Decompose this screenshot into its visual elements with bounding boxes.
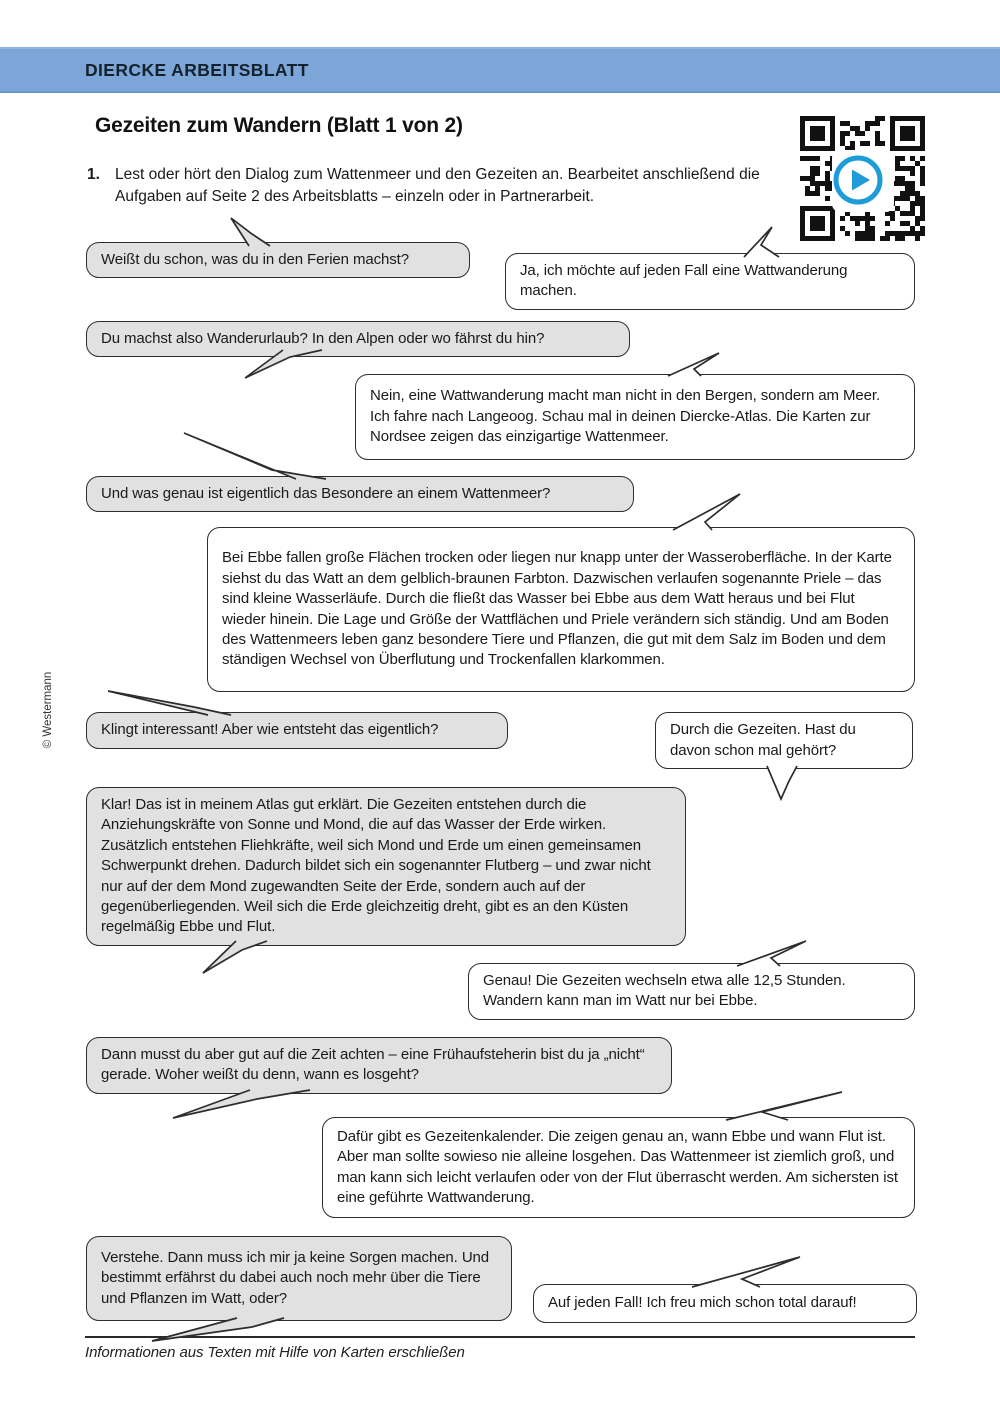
footer-rule [85,1336,915,1338]
speech-bubble: Klingt interessant! Aber wie entsteht das eigentlich? [86,712,508,749]
header-bar-label: DIERCKE ARBEITSBLATT [85,59,309,80]
speech-bubble: Auf jeden Fall! Ich freu mich schon total darauf! [533,1284,917,1323]
speech-bubble: Weißt du schon, was du in den Ferien machst? [86,242,470,278]
footer-competency: Informationen aus Texten mit Hilfe von Karten erschließen [85,1344,465,1361]
page-title: Gezeiten zum Wandern (Blatt 1 von 2) [95,114,463,137]
qr-code [800,112,925,245]
task-number: 1. [87,166,100,183]
speech-bubble: Verstehe. Dann muss ich mir ja keine Sorgen machen. Und bestimmt erfährst du dabei auch noch mehr über die Tiere und Pflanzen im Watt, oder? [86,1236,512,1321]
speech-bubble: Ja, ich möchte auf jeden Fall eine Wattwanderung machen. [505,253,915,310]
speech-bubble: Und was genau ist eigentlich das Besondere an einem Wattenmeer? [86,476,634,512]
speech-bubble: Dafür gibt es Gezeitenkalender. Die zeigen genau an, wann Ebbe und wann Flut ist. Aber man sollte sowieso nie alleine losgehen. Das Wattenmeer ist ziemlich groß, und man kann sich leicht verlaufen oder von der Flut überrascht werden. Am sichersten ist eine geführte Wattwanderung. [322,1117,915,1218]
speech-bubble: Bei Ebbe fallen große Flächen trocken oder liegen nur knapp unter der Wasseroberfläche. In der Karte siehst du das Watt an dem gelblich-braunen Farbton. Dazwischen verlaufen sogenannte Priele – das sind kleine Wasserläufe. Durch die fließt das Wasser bei Ebbe aus dem Watt heraus und bei Flut wieder hinein. Die Lage und Größe der Wattflächen und Priele verändern sich ständig. Und am Boden des Wattenmeers leben ganz besondere Tiere und Pflanzen, die gut mit dem Salz im Boden und dem ständigen Wechsel von Überflutung und Trockenfallen klarkommen. [207,527,915,692]
speech-bubble: Klar! Das ist in meinem Atlas gut erklärt. Die Gezeiten entstehen durch die Anziehungskräfte von Sonne und Mond, die auf das Wasser der Erde wirken. Zusätzlich entstehen Fliehkräfte, weil sich Mond und Erde um einen gemeinsamen Schwerpunkt drehen. Dadurch bildet sich ein sogenannter Flutberg – und zwar nicht nur auf der dem Mond zugewandten Seite der Erde, sondern auch auf der gegenüberliegenden. Weil sich die Erde gleichzeitig dreht, gibt es an den Küsten regelmäßig Ebbe und Flut. [86,787,686,946]
play-button [832,150,894,212]
header-bar [0,47,1000,93]
copyright-notice: © Westermann [42,671,54,749]
task-instruction [87,164,787,209]
speech-bubble: Durch die Gezeiten. Hast du davon schon mal gehört? [655,712,913,769]
speech-bubble: Dann musst du aber gut auf die Zeit achten – eine Frühaufsteherin bist du ja „nicht“ gerade. Woher weißt du denn, wann es losgeht? [86,1037,672,1094]
task-text: Lest oder hört den Dialog zum Wattenmeer und den Gezeiten an. Bearbeitet anschließend die Aufgaben auf Seite 2 des Arbeitsblatts – einzeln oder in Partnerarbeit. [115,166,760,206]
speech-bubble: Nein, eine Wattwanderung macht man nicht in den Bergen, sondern am Meer. Ich fahre nach Langeoog. Schau mal in deinen Diercke-Atlas. Die Karten zur Nordsee zeigen das einzigartige Wattenmeer. [355,374,915,460]
speech-bubble: Du machst also Wanderurlaub? In den Alpen oder wo fährst du hin? [86,321,630,357]
play-icon [832,154,884,206]
speech-bubble: Genau! Die Gezeiten wechseln etwa alle 12,5 Stunden. Wandern kann man im Watt nur bei Ebbe. [468,963,915,1020]
